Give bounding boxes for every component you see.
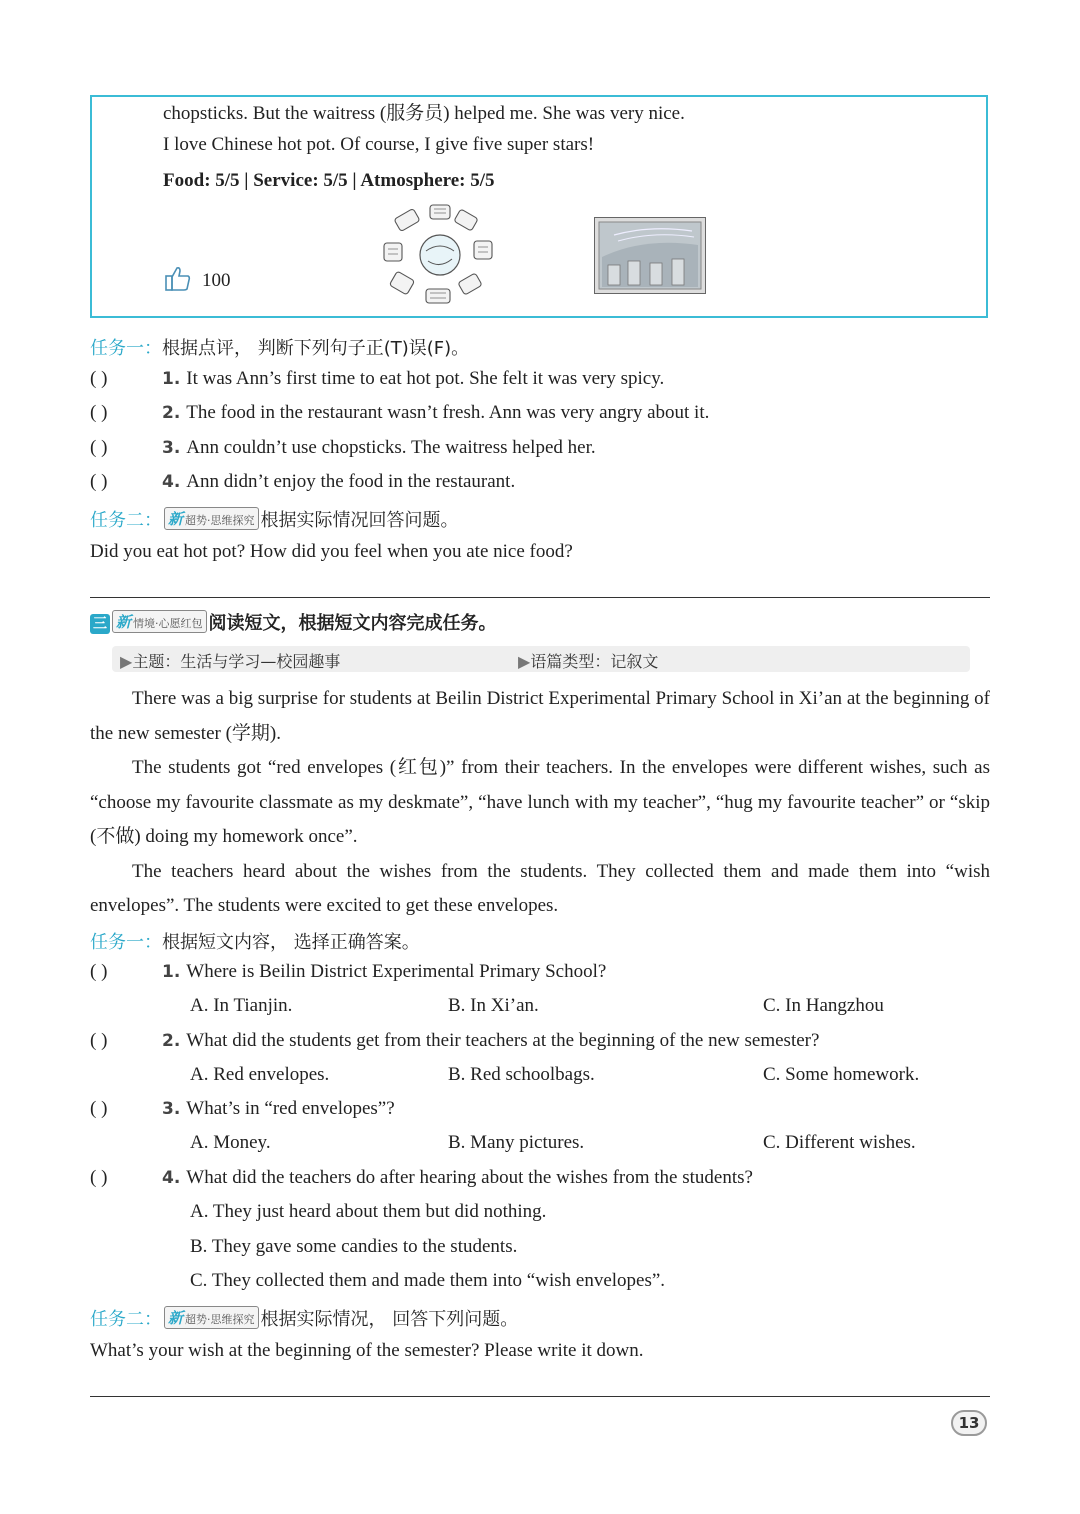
option-a[interactable]: A. They just heard about them but did nothing. <box>190 1201 547 1222</box>
passage-paragraph-1: There was a big surprise for students at Beilin District Experimental Primary School in Xi’an at the beginning of the new semester (学期). <box>90 688 990 744</box>
theme-label: ▶主题：生活与学习—校园趣事 <box>120 652 341 671</box>
question-number: 3. <box>162 438 181 458</box>
tf-question-4[interactable] <box>90 471 515 493</box>
question-number: 2. <box>162 403 181 423</box>
section1-task2 <box>90 506 459 532</box>
restaurant-interior-image <box>594 217 706 294</box>
new-trend-badge: 新 超势·思维探究 <box>164 1306 259 1329</box>
task1-instruction: 根据短文内容， 选择正确答案。 <box>162 932 420 953</box>
question-number: 3. <box>162 1099 181 1119</box>
thumbs-up-icon[interactable] <box>164 264 192 292</box>
option-b[interactable]: B. Many pictures. <box>448 1132 585 1153</box>
mc-question-2[interactable] <box>90 1030 819 1052</box>
review-line-1: chopsticks. But the waitress (服务员) helped me. She was very nice. <box>163 103 685 124</box>
question-text: Where is Beilin District Experimental Primary School? <box>186 961 607 982</box>
question-number: 4. <box>162 1168 181 1188</box>
section-marker-icon: 三 <box>90 614 110 634</box>
section1-task1 <box>90 334 469 360</box>
mc-question-4[interactable] <box>90 1167 753 1189</box>
task1-label: 任务一： <box>90 932 162 953</box>
option-c[interactable]: C. They collected them and made them into “wish envelopes”. <box>190 1270 666 1291</box>
section1-open-question: Did you eat hot pot? How did you feel when you ate nice food? <box>90 541 573 562</box>
question-text: The food in the restaurant wasn’t fresh. Ann was very angry about it. <box>186 402 710 423</box>
section2-task1 <box>90 928 420 954</box>
atmosphere-value: 5/5 <box>470 170 495 191</box>
section2-heading <box>90 609 497 635</box>
passage-paragraph-2: The students got “red envelopes (红包)” from their teachers. In the envelopes were different wishes, such as “choose my favourite classmate as my deskmate”, “have lunch with my teacher”, “hug my favourite teacher” or “skip (不做) doing my homework once”. <box>90 757 990 847</box>
question-number: 2. <box>162 1031 181 1051</box>
scenario-badge: 新 情境·心愿红包 <box>112 610 207 633</box>
mc-question-3[interactable] <box>90 1098 395 1120</box>
option-b[interactable]: B. They gave some candies to the students. <box>190 1236 518 1257</box>
question-text: It was Ann’s first time to eat hot pot. She felt it was very spicy. <box>186 368 665 389</box>
question-text: Ann didn’t enjoy the food in the restaurant. <box>186 471 516 492</box>
divider <box>90 597 990 598</box>
answer-blank[interactable]: ( ) <box>90 1167 108 1188</box>
food-label: Food <box>163 170 205 191</box>
section2-instruction: 阅读短文，根据短文内容完成任务。 <box>208 613 497 634</box>
section2-task2 <box>90 1305 518 1331</box>
section2-open-question: What’s your wish at the beginning of the semester? Please write it down. <box>90 1340 644 1361</box>
mc-question-1[interactable] <box>90 961 606 983</box>
like-count: 100 <box>202 270 231 291</box>
task2-instruction: 根据实际情况回答问题。 <box>260 510 459 531</box>
answer-blank[interactable]: ( ) <box>90 402 108 423</box>
question-number: 4. <box>162 472 181 492</box>
review-ratings: Food: 5/5 | Service: 5/5 | Atmosphere: 5/5 <box>163 170 495 191</box>
question-text: What did the teachers do after hearing about the wishes from the students? <box>186 1167 753 1188</box>
answer-blank[interactable]: ( ) <box>90 471 108 492</box>
question-text: What did the students get from their teachers at the beginning of the new semester? <box>186 1030 820 1051</box>
question-number: 1. <box>162 962 181 982</box>
tf-question-3[interactable] <box>90 437 596 459</box>
passage <box>90 682 990 924</box>
answer-blank[interactable]: ( ) <box>90 1030 108 1051</box>
review-line-2: I love Chinese hot pot. Of course, I give five super stars! <box>163 134 595 155</box>
option-c[interactable]: C. In Hangzhou <box>763 995 884 1016</box>
option-a[interactable]: A. Money. <box>190 1132 271 1153</box>
option-c[interactable]: C. Some homework. <box>763 1064 920 1085</box>
passage-paragraph-3: The teachers heard about the wishes from the students. They collected them and made them into “wish envelopes”. The students were excited to get these envelopes. <box>90 860 990 916</box>
option-a[interactable]: A. Red envelopes. <box>190 1064 330 1085</box>
new-trend-badge: 新 超势·思维探究 <box>164 507 259 530</box>
task2-label: 任务二： <box>90 1309 162 1330</box>
option-b[interactable]: B. Red schoolbags. <box>448 1064 595 1085</box>
task2-instruction: 根据实际情况， 回答下列问题。 <box>260 1309 519 1330</box>
option-a[interactable]: A. In Tianjin. <box>190 995 293 1016</box>
question-number: 1. <box>162 369 181 389</box>
task1-label: 任务一： <box>90 338 162 359</box>
task2-label: 任务二： <box>90 510 162 531</box>
tf-question-2[interactable] <box>90 402 709 424</box>
answer-line <box>90 1396 990 1397</box>
answer-blank[interactable]: ( ) <box>90 437 108 458</box>
question-text: What’s in “red envelopes”? <box>186 1098 395 1119</box>
food-value: 5/5 <box>215 170 240 191</box>
atmosphere-label: Atmosphere <box>360 170 460 191</box>
play-icon: ▶ <box>518 652 531 671</box>
answer-blank[interactable]: ( ) <box>90 961 108 982</box>
task1-instruction: 根据点评， 判断下列句子正(T)误(F)。 <box>162 338 470 359</box>
tf-question-1[interactable] <box>90 368 664 390</box>
page-number: 13 <box>951 1410 987 1436</box>
option-c[interactable]: C. Different wishes. <box>763 1132 916 1153</box>
answer-blank[interactable]: ( ) <box>90 368 108 389</box>
answer-blank[interactable]: ( ) <box>90 1098 108 1119</box>
option-b[interactable]: B. In Xi’an. <box>448 995 539 1016</box>
genre-label: ▶语篇类型：记叙文 <box>518 652 659 671</box>
service-value: 5/5 <box>323 170 348 191</box>
question-text: Ann couldn’t use chopsticks. The waitress helped her. <box>186 437 596 458</box>
play-icon: ▶ <box>120 652 133 671</box>
hotpot-dishes-image <box>380 203 500 307</box>
service-label: Service <box>253 170 313 191</box>
